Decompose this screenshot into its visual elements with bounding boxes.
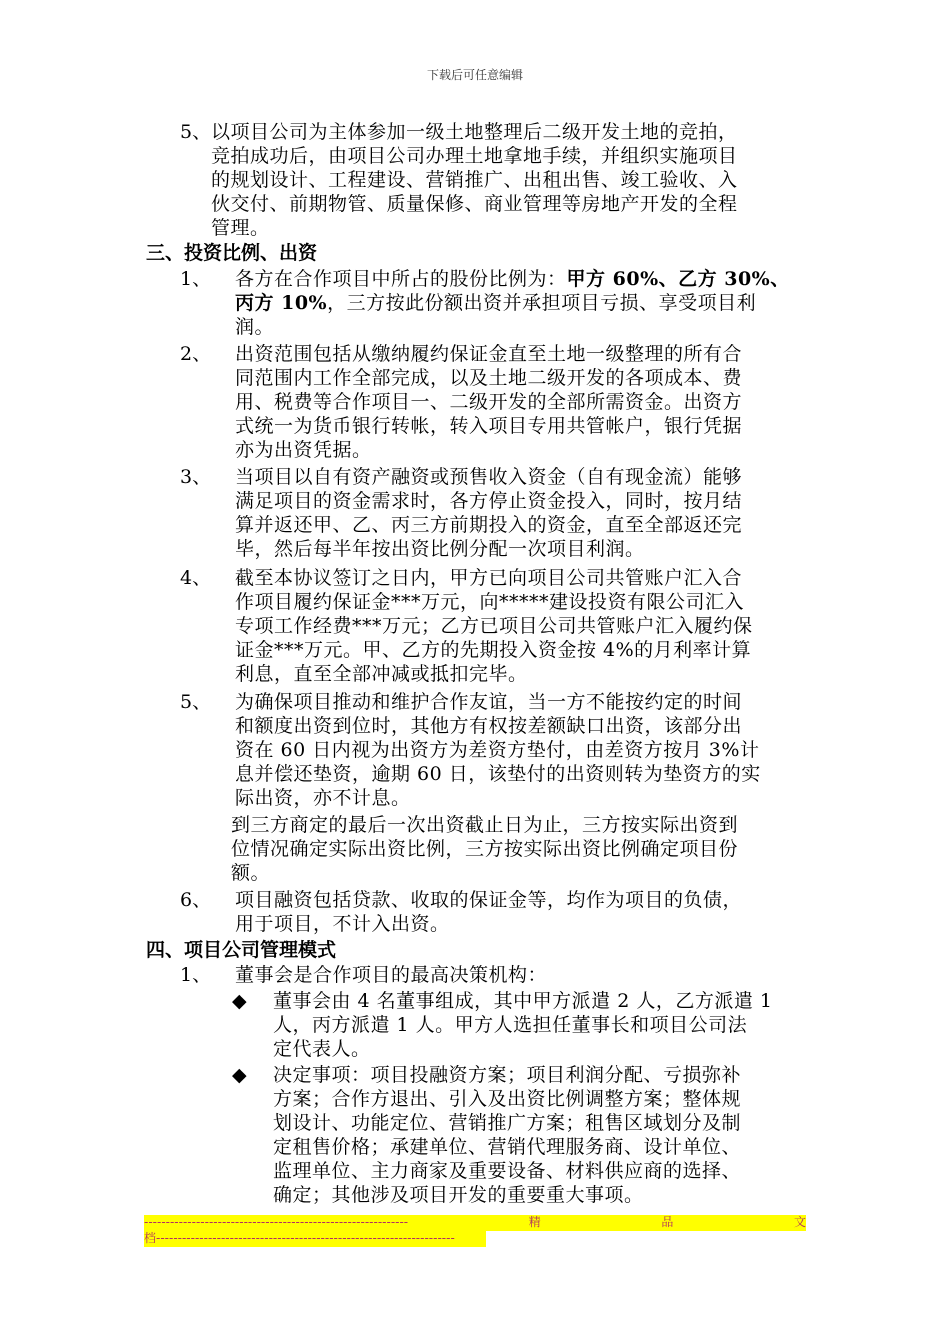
item-number: 5、: [180, 121, 212, 143]
text: 各方在合作项目中所占的股份比例为：: [235, 268, 567, 290]
paragraph-line: 到三方商定的最后一次出资截止日为止，三方按实际出资到: [231, 814, 739, 836]
paragraph-line: 和额度出资到位时，其他方有权按差额缺口出资，该部分出: [235, 715, 743, 737]
paragraph-line: 位情况确定实际出资比例，三方按实际出资比例确定项目份: [231, 838, 739, 860]
section-heading: 四、项目公司管理模式: [146, 939, 337, 961]
paragraph-line: 润。: [235, 316, 275, 338]
paragraph-line: 专项工作经费***万元；乙方已项目公司共管账户汇入履约保: [235, 615, 753, 637]
text: ，三方按此份额出资并承担项目亏损、享受项目利: [327, 292, 757, 314]
paragraph-line: 伙交付、前期物管、质量保修、商业管理等房地产开发的全程: [211, 193, 738, 215]
paragraph-line: 际出资，亦不计息。: [235, 787, 411, 809]
paragraph-line: 当项目以自有资产融资或预售收入资金（自有现金流）能够: [235, 466, 743, 488]
paragraph-line: 资在 60 日内视为出资方为差资方垫付，由差资方按月 3%计: [235, 739, 760, 761]
footer-watermark-line1: [144, 1215, 806, 1231]
paragraph-line: 定代表人。: [273, 1038, 371, 1060]
footer-char: 精: [528, 1215, 541, 1229]
paragraph-line: 用、税费等合作项目一、二级开发的全部所需资金。出资方: [235, 391, 743, 413]
paragraph-line: 毕，然后每半年按出资比例分配一次项目利润。: [235, 538, 645, 560]
paragraph-line: 息并偿还垫资，逾期 60 日，该垫付的出资则转为垫资方的实: [235, 763, 761, 785]
footer-watermark-line2: 档---------------------------------------------------------------------: [144, 1231, 486, 1247]
paragraph-line: [235, 267, 790, 291]
page-header: 下载后可任意编辑: [426, 68, 523, 82]
paragraph-line: 人，丙方派遣 1 人。甲方人选担任董事长和项目公司法: [273, 1014, 748, 1036]
item-number: 5、: [180, 691, 212, 713]
paragraph-line: 管理。: [211, 217, 270, 239]
diamond-bullet-icon: ◆: [232, 1064, 247, 1086]
footer-dashes: -------------------------------------------------------------: [144, 1215, 409, 1229]
paragraph-line: [235, 291, 756, 315]
paragraph-line: 以项目公司为主体参加一级土地整理后二级开发土地的竞拍，: [211, 121, 738, 143]
paragraph-line: 算并返还甲、乙、丙三方前期投入的资金，直至全部返还完: [235, 514, 743, 536]
paragraph-line: 同范围内工作全部完成，以及土地二级开发的各项成本、费: [235, 367, 743, 389]
paragraph-line: 额。: [231, 862, 271, 884]
paragraph-line: 亦为出资凭据。: [235, 439, 372, 461]
item-number: 1、: [180, 268, 212, 290]
paragraph-line: 证金***万元。甲、乙方的先期投入资金按 4%的月利率计算: [235, 639, 752, 661]
emphasis-text: 甲方 60%、乙方 30%、: [566, 268, 790, 290]
paragraph-line: 截至本协议签订之日内，甲方已向项目公司共管账户汇入合: [235, 567, 743, 589]
item-number: 6、: [180, 889, 212, 911]
paragraph-line: 满足项目的资金需求时，各方停止资金投入，同时，按月结: [235, 490, 743, 512]
diamond-bullet-icon: ◆: [232, 990, 247, 1012]
paragraph-line: 方案；合作方退出、引入及出资比例调整方案；整体规: [273, 1088, 742, 1110]
item-number: 1、: [180, 964, 212, 986]
section-heading: 三、投资比例、出资: [146, 242, 318, 264]
paragraph-line: 的规划设计、工程建设、营销推广、出租出售、竣工验收、入: [211, 169, 738, 191]
paragraph-line: 为确保项目推动和维护合作友谊，当一方不能按约定的时间: [235, 691, 743, 713]
item-number: 3、: [180, 466, 212, 488]
paragraph-line: 式统一为货币银行转帐，转入项目专用共管帐户，银行凭据: [235, 415, 743, 437]
paragraph-line: 定租售价格；承建单位、营销代理服务商、设计单位、: [273, 1136, 742, 1158]
paragraph-line: 项目融资包括贷款、收取的保证金等，均作为项目的负债，: [235, 889, 743, 911]
paragraph-line: 划设计、功能定位、营销推广方案；租售区域划分及制: [273, 1112, 742, 1134]
paragraph-line: 利息，直至全部冲减或抵扣完毕。: [235, 663, 528, 685]
paragraph-line: 竞拍成功后，由项目公司办理土地拿地手续，并组织实施项目: [211, 145, 738, 167]
item-number: 4、: [180, 567, 212, 589]
paragraph-line: 出资范围包括从缴纳履约保证金直至土地一级整理的所有合: [235, 343, 743, 365]
paragraph-line: 董事会由 4 名董事组成，其中甲方派遣 2 人，乙方派遣 1: [273, 990, 773, 1012]
paragraph-line: 作项目履约保证金***万元，向*****建设投资有限公司汇入: [235, 591, 745, 613]
footer-char: 品: [661, 1215, 674, 1229]
footer-char: 文: [793, 1215, 806, 1229]
paragraph-line: 确定；其他涉及项目开发的重要重大事项。: [273, 1184, 644, 1206]
paragraph-line: 董事会是合作项目的最高决策机构：: [235, 964, 548, 986]
paragraph-line: 监理单位、主力商家及重要设备、材料供应商的选择、: [273, 1160, 742, 1182]
paragraph-line: 用于项目，不计入出资。: [235, 913, 450, 935]
paragraph-line: 决定事项：项目投融资方案；项目利润分配、亏损弥补: [273, 1064, 742, 1086]
item-number: 2、: [180, 343, 212, 365]
emphasis-text: 丙方 10%: [235, 292, 328, 314]
